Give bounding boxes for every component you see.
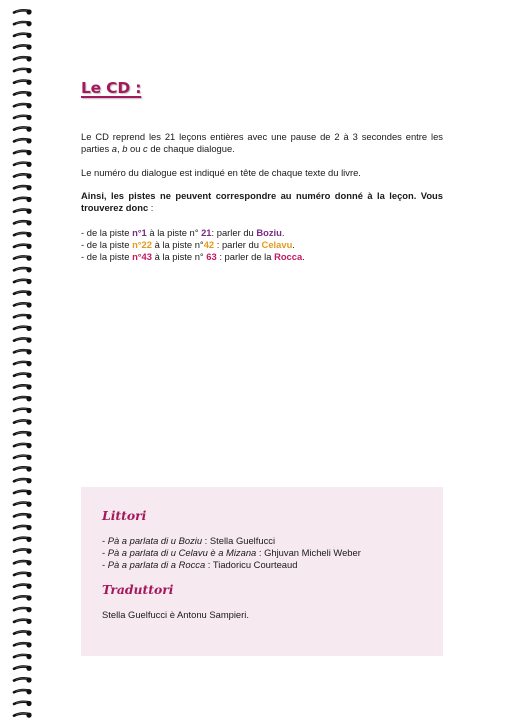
spiral-ring — [14, 584, 32, 589]
dialogue-number-note: Le numéro du dialogue est indiqué en tête de chaque texte du livre. — [81, 167, 361, 178]
spiral-binding — [0, 0, 44, 720]
spiral-ring — [14, 68, 32, 73]
spiral-ring — [14, 45, 32, 50]
track-item-celavu: - de la piste n°22 à la piste n°42 : parler du Celavu. — [81, 239, 295, 251]
spiral-ring — [14, 103, 32, 108]
spiral-ring — [14, 701, 32, 706]
spiral-ring — [14, 80, 32, 85]
spiral-ring — [14, 572, 32, 577]
spiral-ring — [14, 631, 32, 636]
spiral-ring — [14, 373, 32, 378]
spiral-ring — [14, 619, 32, 624]
translators-text: Stella Guelfucci è Antonu Sampieri. — [102, 609, 249, 620]
spiral-ring — [14, 244, 32, 249]
section-title: Le CD : — [81, 79, 142, 97]
spiral-ring — [14, 713, 32, 718]
spiral-ring — [14, 267, 32, 272]
spiral-ring — [14, 595, 32, 600]
spiral-ring — [14, 220, 32, 225]
spiral-ring — [14, 677, 32, 682]
spiral-ring — [14, 431, 32, 436]
track-item-boziu: - de la piste n°1 à la piste n° 21: parler du Boziu. — [81, 227, 285, 238]
spiral-ring — [14, 314, 32, 319]
spiral-ring — [14, 197, 32, 202]
spiral-ring — [14, 466, 32, 471]
spiral-ring — [14, 384, 32, 389]
reader-item: - Pà a parlata di u Celavu è a Mizana : Ghjuvan Micheli Weber — [102, 547, 361, 559]
spiral-ring — [14, 525, 32, 530]
spiral-ring — [14, 654, 32, 659]
spiral-ring — [14, 537, 32, 542]
spiral-ring — [14, 209, 32, 214]
readers-list — [102, 535, 361, 572]
reader-item: - Pà a parlata di a Rocca : Tiadoricu Courteaud — [102, 559, 298, 571]
spiral-ring — [14, 21, 32, 26]
spiral-ring — [14, 642, 32, 647]
spiral-ring — [14, 91, 32, 96]
spiral-ring — [14, 513, 32, 518]
spiral-ring — [14, 408, 32, 413]
spiral-ring — [14, 173, 32, 178]
spiral-ring — [14, 455, 32, 460]
spiral-ring — [14, 162, 32, 167]
spiral-ring — [14, 9, 32, 14]
spiral-ring — [14, 150, 32, 155]
spiral-ring — [14, 502, 32, 507]
spiral-ring — [14, 33, 32, 38]
spiral-ring — [14, 326, 32, 331]
spiral-ring — [14, 666, 32, 671]
spiral-ring — [14, 549, 32, 554]
spiral-ring — [14, 361, 32, 366]
spiral-ring — [14, 256, 32, 261]
track-list — [81, 227, 443, 264]
spiral-ring — [14, 56, 32, 61]
translators-heading: Traduttori — [102, 582, 174, 597]
spiral-ring — [14, 478, 32, 483]
spiral-ring — [14, 185, 32, 190]
track-item-rocca: - de la piste n°43 à la piste n° 63 : parler de la Rocca. — [81, 251, 305, 263]
spiral-ring — [14, 291, 32, 296]
spiral-ring — [14, 349, 32, 354]
spiral-ring — [14, 420, 32, 425]
spiral-ring — [14, 127, 32, 132]
spiral-ring — [14, 490, 32, 495]
spiral-ring — [14, 396, 32, 401]
spiral-ring — [14, 115, 32, 120]
spiral-ring — [14, 302, 32, 307]
readers-heading: Littori — [102, 508, 147, 523]
spiral-ring — [14, 279, 32, 284]
spiral-ring — [14, 232, 32, 237]
spiral-ring — [14, 338, 32, 343]
spiral-ring — [14, 443, 32, 448]
spiral-ring — [14, 560, 32, 565]
cd-description: Le CD reprend les 21 leçons entières avec une pause de 2 à 3 secondes entre les parties a, b ou c de chaque dialogue. — [81, 131, 443, 155]
reader-item: - Pà a parlata di u Boziu : Stella Guelfucci — [102, 535, 276, 546]
tracks-intro: Ainsi, les pistes ne peuvent correspondre au numéro donné à la leçon. Vous trouverez donc : — [81, 190, 443, 214]
spiral-ring — [14, 138, 32, 143]
spiral-ring — [14, 689, 32, 694]
spiral-ring — [14, 607, 32, 612]
credits-box — [81, 487, 443, 656]
